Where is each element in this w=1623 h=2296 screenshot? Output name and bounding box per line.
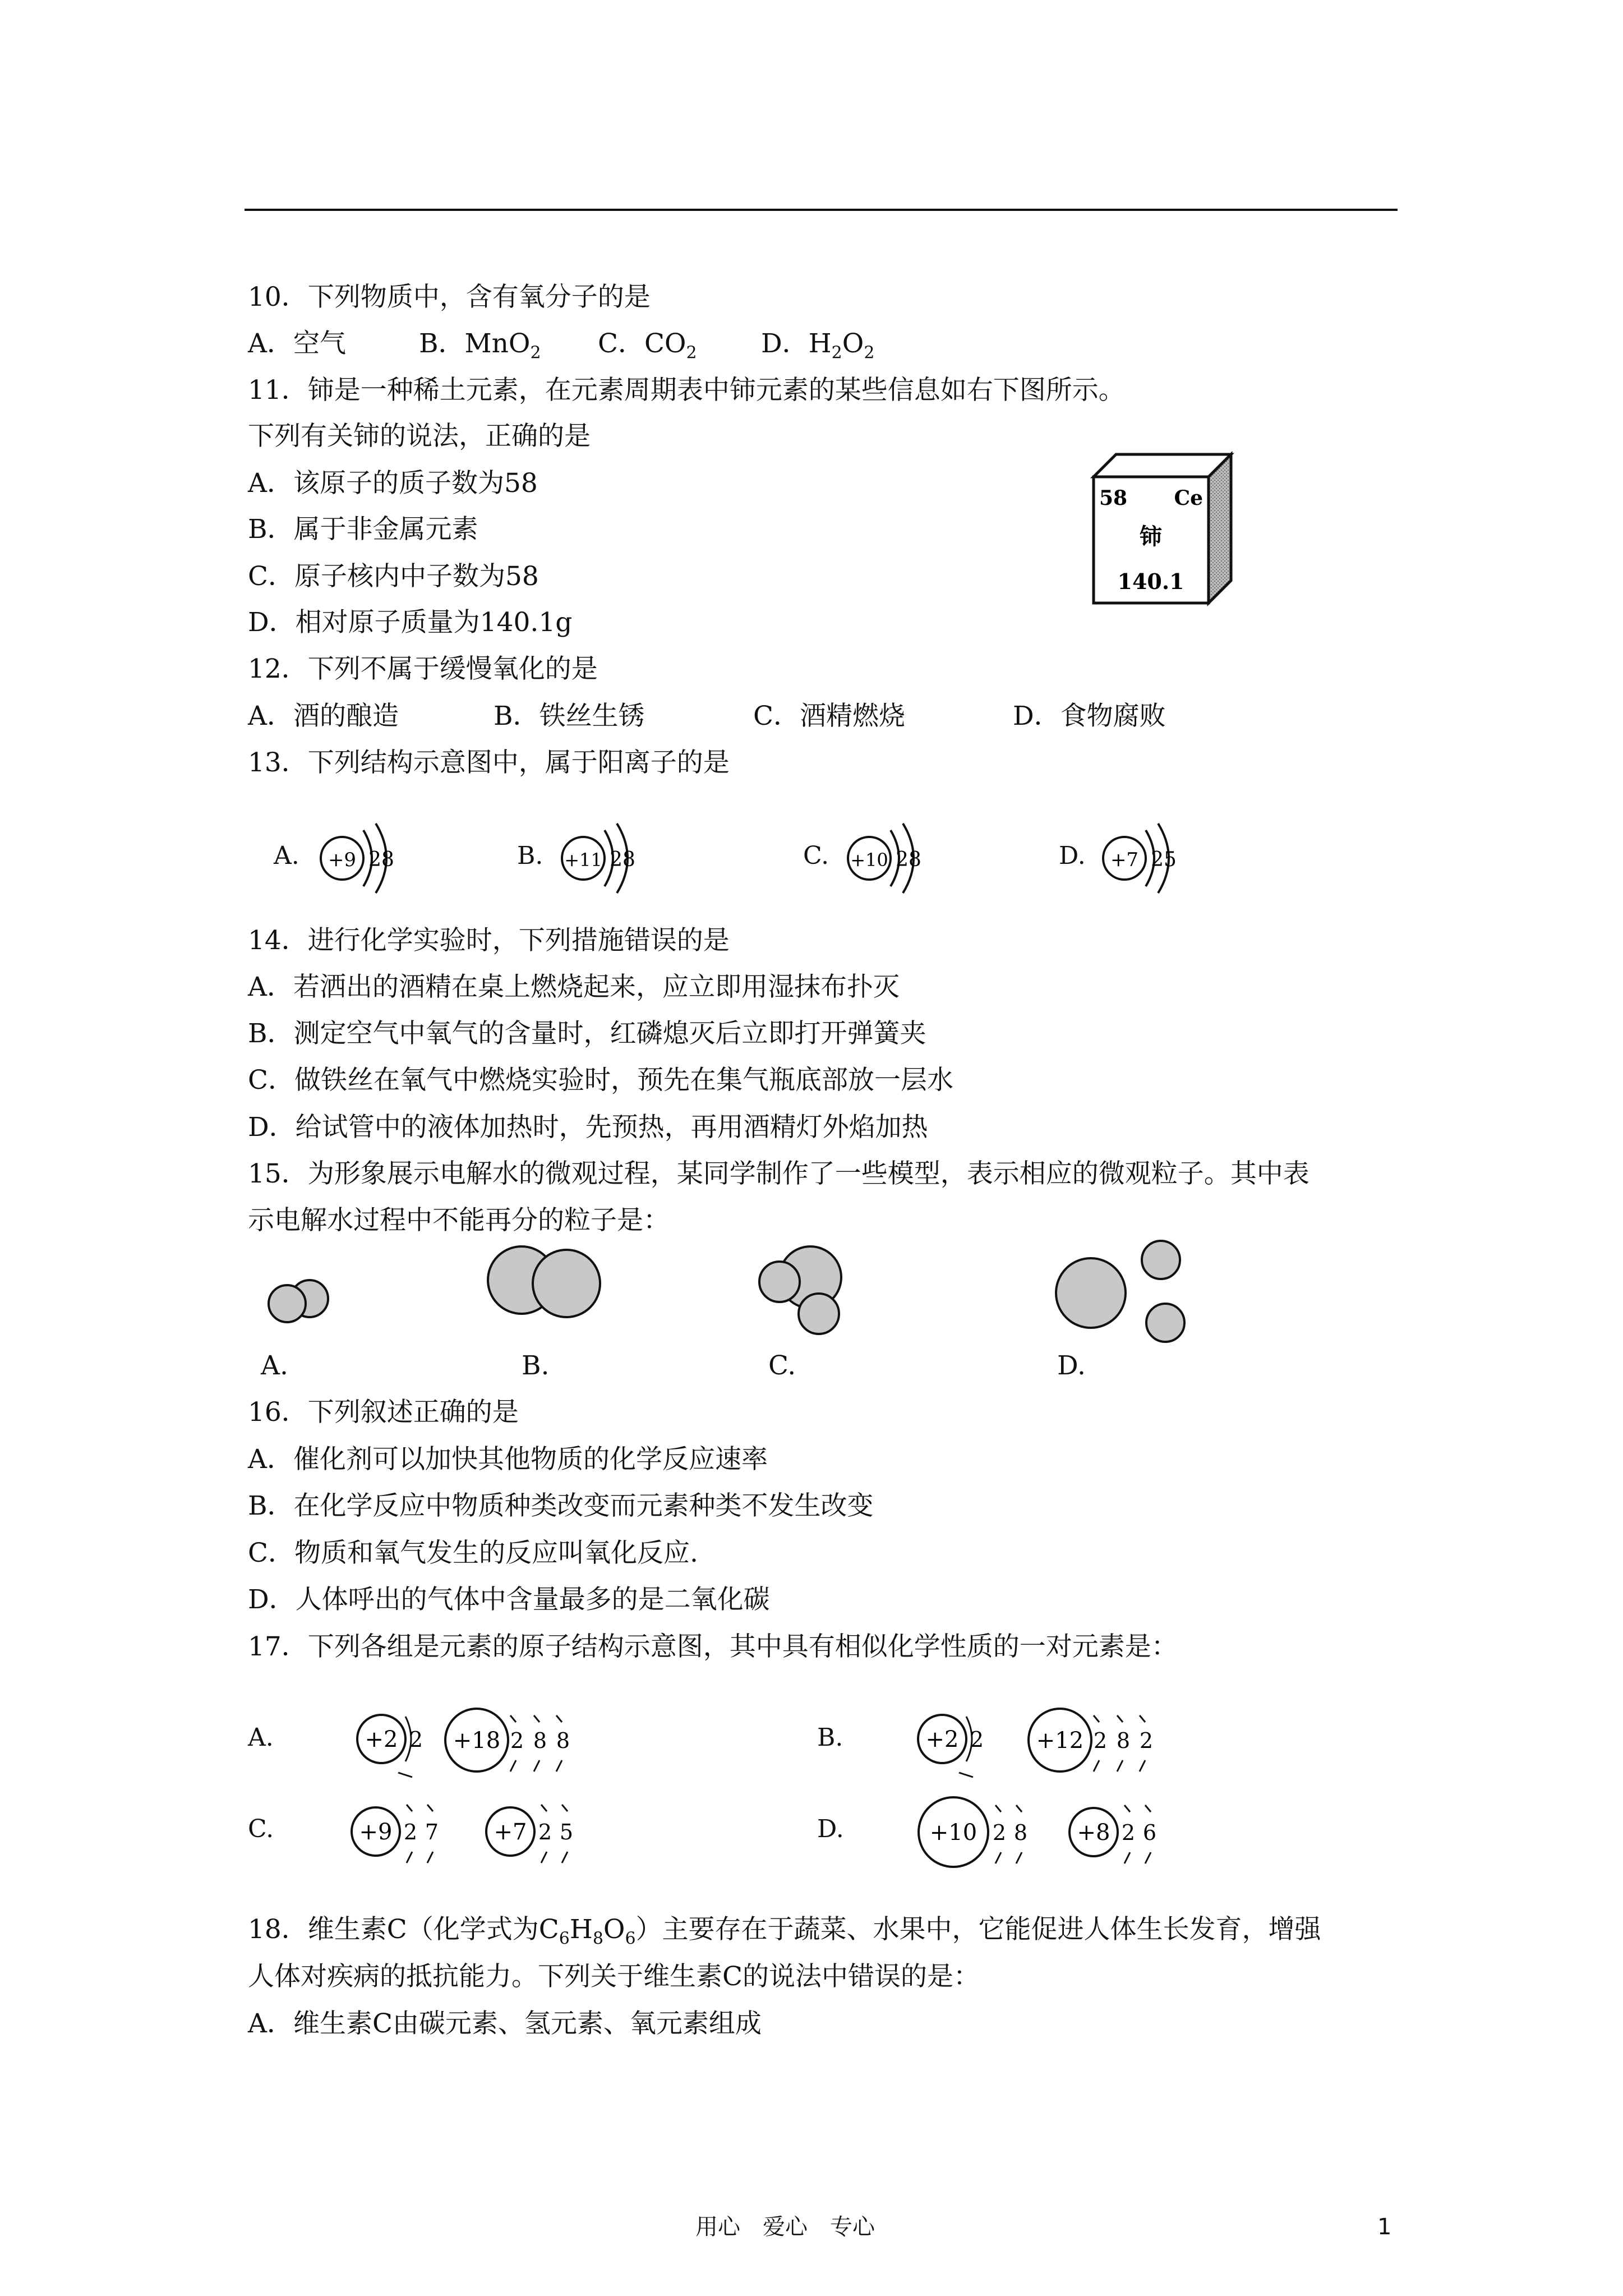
- q18-stem-2: 人体对疾病的抵抗能力。下列关于维生素C的说法中错误的是：: [248, 1961, 980, 1992]
- svg-text:8: 8: [556, 1728, 570, 1753]
- q16-option-b: B．在化学反应中物质种类改变而元素种类不发生改变: [248, 1490, 874, 1521]
- q17-option-d-label: D.: [817, 1815, 844, 1843]
- svg-text:28: 28: [896, 848, 921, 871]
- q17-option-c-label: C.: [248, 1815, 274, 1843]
- svg-text:+10: +10: [929, 1820, 978, 1846]
- svg-text:28: 28: [610, 848, 635, 871]
- svg-text:+9: +9: [328, 849, 357, 871]
- header-rule: [245, 209, 1398, 211]
- q15-option-a-label: A.: [261, 1350, 288, 1381]
- svg-text:28: 28: [368, 848, 394, 871]
- svg-text:2: 2: [409, 1727, 423, 1752]
- footer-slogan: 用心 爱心 专心: [695, 2214, 875, 2240]
- q17-option-b-diagram: [909, 1700, 1178, 1784]
- q16-option-d: D．人体呼出的气体中含量最多的是二氧化碳: [248, 1584, 770, 1615]
- q11-option-b: B．属于非金属元素: [248, 514, 478, 545]
- q16-option-c: C．物质和氧气发生的反应叫氧化反应.: [248, 1538, 698, 1568]
- q14-option-d: D．给试管中的液体加热时，先预热，再用酒精灯外焰加热: [248, 1112, 928, 1143]
- q15-option-d-label: D.: [1057, 1350, 1086, 1381]
- svg-text:+10: +10: [850, 849, 888, 871]
- element-atomic-mass: 140.1: [1117, 569, 1184, 594]
- svg-text:+2: +2: [925, 1727, 959, 1752]
- q11-option-a: A．该原子的质子数为58: [248, 468, 538, 499]
- svg-text:2: 2: [1139, 1728, 1154, 1753]
- q15-stem-2: 示电解水过程中不能再分的粒子是：: [248, 1205, 670, 1236]
- svg-text:2: 2: [1121, 1820, 1136, 1845]
- q13-option-c-diagram: [841, 813, 931, 906]
- svg-text:+9: +9: [359, 1819, 393, 1845]
- q13-option-a-label: A.: [274, 841, 299, 870]
- svg-text:7: 7: [425, 1820, 439, 1844]
- cerium-element-card: [1082, 449, 1239, 611]
- q14-option-b: B．测定空气中氧气的含量时，红磷熄灭后立即打开弹簧夹: [248, 1018, 926, 1049]
- q14-stem: 14．进行化学实验时，下列措施错误的是: [248, 925, 730, 956]
- svg-text:+2: +2: [365, 1727, 398, 1752]
- q17-option-a-label: A.: [248, 1723, 274, 1752]
- q13-option-b-label: B.: [517, 841, 543, 870]
- q16-option-a: A．催化剂可以加快其他物质的化学反应速率: [248, 1444, 768, 1475]
- svg-text:2: 2: [970, 1727, 984, 1752]
- q15-model-c: [751, 1237, 864, 1338]
- svg-text:2: 2: [992, 1820, 1007, 1845]
- q11-option-c: C．原子核内中子数为58: [248, 561, 539, 592]
- svg-text:+7: +7: [1110, 849, 1139, 871]
- q12-option-c: C．酒精燃烧: [753, 701, 905, 731]
- q15-model-b: [482, 1240, 617, 1324]
- q13-option-a-diagram: [314, 813, 404, 906]
- q10-option-a: A．空气: [248, 328, 346, 359]
- svg-text:6: 6: [1142, 1820, 1157, 1845]
- q15-stem-1: 15．为形象展示电解水的微观过程，某同学制作了一些模型，表示相应的微观粒子。其中表: [248, 1158, 1310, 1189]
- q17-option-d-diagram: [909, 1789, 1200, 1879]
- svg-text:2: 2: [403, 1820, 418, 1844]
- svg-text:8: 8: [1116, 1728, 1131, 1753]
- svg-text:25: 25: [1151, 848, 1177, 871]
- q15-option-c-label: C.: [768, 1350, 796, 1381]
- svg-text:2: 2: [538, 1820, 552, 1844]
- q12-option-d: D．食物腐败: [1013, 701, 1166, 731]
- element-atomic-number: 58: [1099, 486, 1128, 510]
- svg-text:+18: +18: [453, 1728, 501, 1754]
- q16-stem: 16．下列叙述正确的是: [248, 1397, 519, 1428]
- q14-option-c: C．做铁丝在氧气中燃烧实验时，预先在集气瓶底部放一层水: [248, 1065, 953, 1096]
- q11-stem-1: 11．铈是一种稀土元素，在元素周期表中铈元素的某些信息如右下图所示。: [248, 375, 1125, 406]
- q17-option-b-label: B.: [817, 1723, 843, 1752]
- element-name: 铈: [1140, 523, 1162, 550]
- svg-text:+8: +8: [1077, 1820, 1110, 1846]
- q10-option-d: D．$H_2O_2$: [761, 328, 875, 363]
- svg-text:8: 8: [1013, 1820, 1028, 1845]
- q12-option-b: B．铁丝生锈: [494, 701, 645, 731]
- svg-text:+11: +11: [564, 849, 602, 871]
- q13-option-b-diagram: [555, 813, 645, 906]
- q11-stem-2: 下列有关铈的说法，正确的是: [248, 421, 591, 452]
- q15-model-d: [1049, 1234, 1195, 1346]
- svg-text:+12: +12: [1036, 1728, 1084, 1754]
- q17-option-c-diagram: [342, 1792, 611, 1876]
- page-number: 1: [1377, 2214, 1392, 2240]
- q17-option-a-diagram: [348, 1700, 617, 1784]
- q10-option-c: C．$CO_2$: [598, 328, 697, 363]
- q12-option-a: A．酒的酿造: [248, 701, 399, 731]
- element-symbol: Ce: [1174, 486, 1203, 510]
- q12-stem: 12．下列不属于缓慢氧化的是: [248, 654, 598, 684]
- q17-stem: 17．下列各组是元素的原子结构示意图，其中具有相似化学性质的一对元素是：: [248, 1631, 1178, 1662]
- q10-stem: 10．下列物质中，含有氧分子的是: [248, 282, 651, 312]
- svg-text:8: 8: [533, 1728, 547, 1753]
- q15-option-b-label: B.: [522, 1350, 550, 1381]
- q18-stem-1: 18．维生素C（化学式为$C_6H_8O_6$）主要存在于蔬菜、水果中，它能促进人体生长发育，增强: [248, 1914, 1321, 1949]
- svg-text:+7: +7: [494, 1819, 527, 1845]
- q13-stem: 13．下列结构示意图中，属于阳离子的是: [248, 747, 730, 778]
- q14-option-a: A．若洒出的酒精在桌上燃烧起来，应立即用湿抹布扑灭: [248, 972, 900, 1002]
- q13-option-c-label: C.: [803, 841, 829, 870]
- q13-option-d-label: D.: [1059, 841, 1086, 870]
- q11-option-d: D．相对原子质量为140.1g: [248, 607, 573, 638]
- svg-text:2: 2: [1093, 1728, 1108, 1753]
- svg-text:2: 2: [510, 1728, 524, 1753]
- q18-option-a: A．维生素C由碳元素、氢元素、氧元素组成: [248, 2008, 762, 2039]
- q15-model-a: [258, 1268, 348, 1335]
- q10-option-b: B．MnO$_2$: [419, 328, 541, 363]
- q13-option-d-diagram: [1096, 813, 1186, 906]
- svg-text:5: 5: [559, 1820, 574, 1844]
